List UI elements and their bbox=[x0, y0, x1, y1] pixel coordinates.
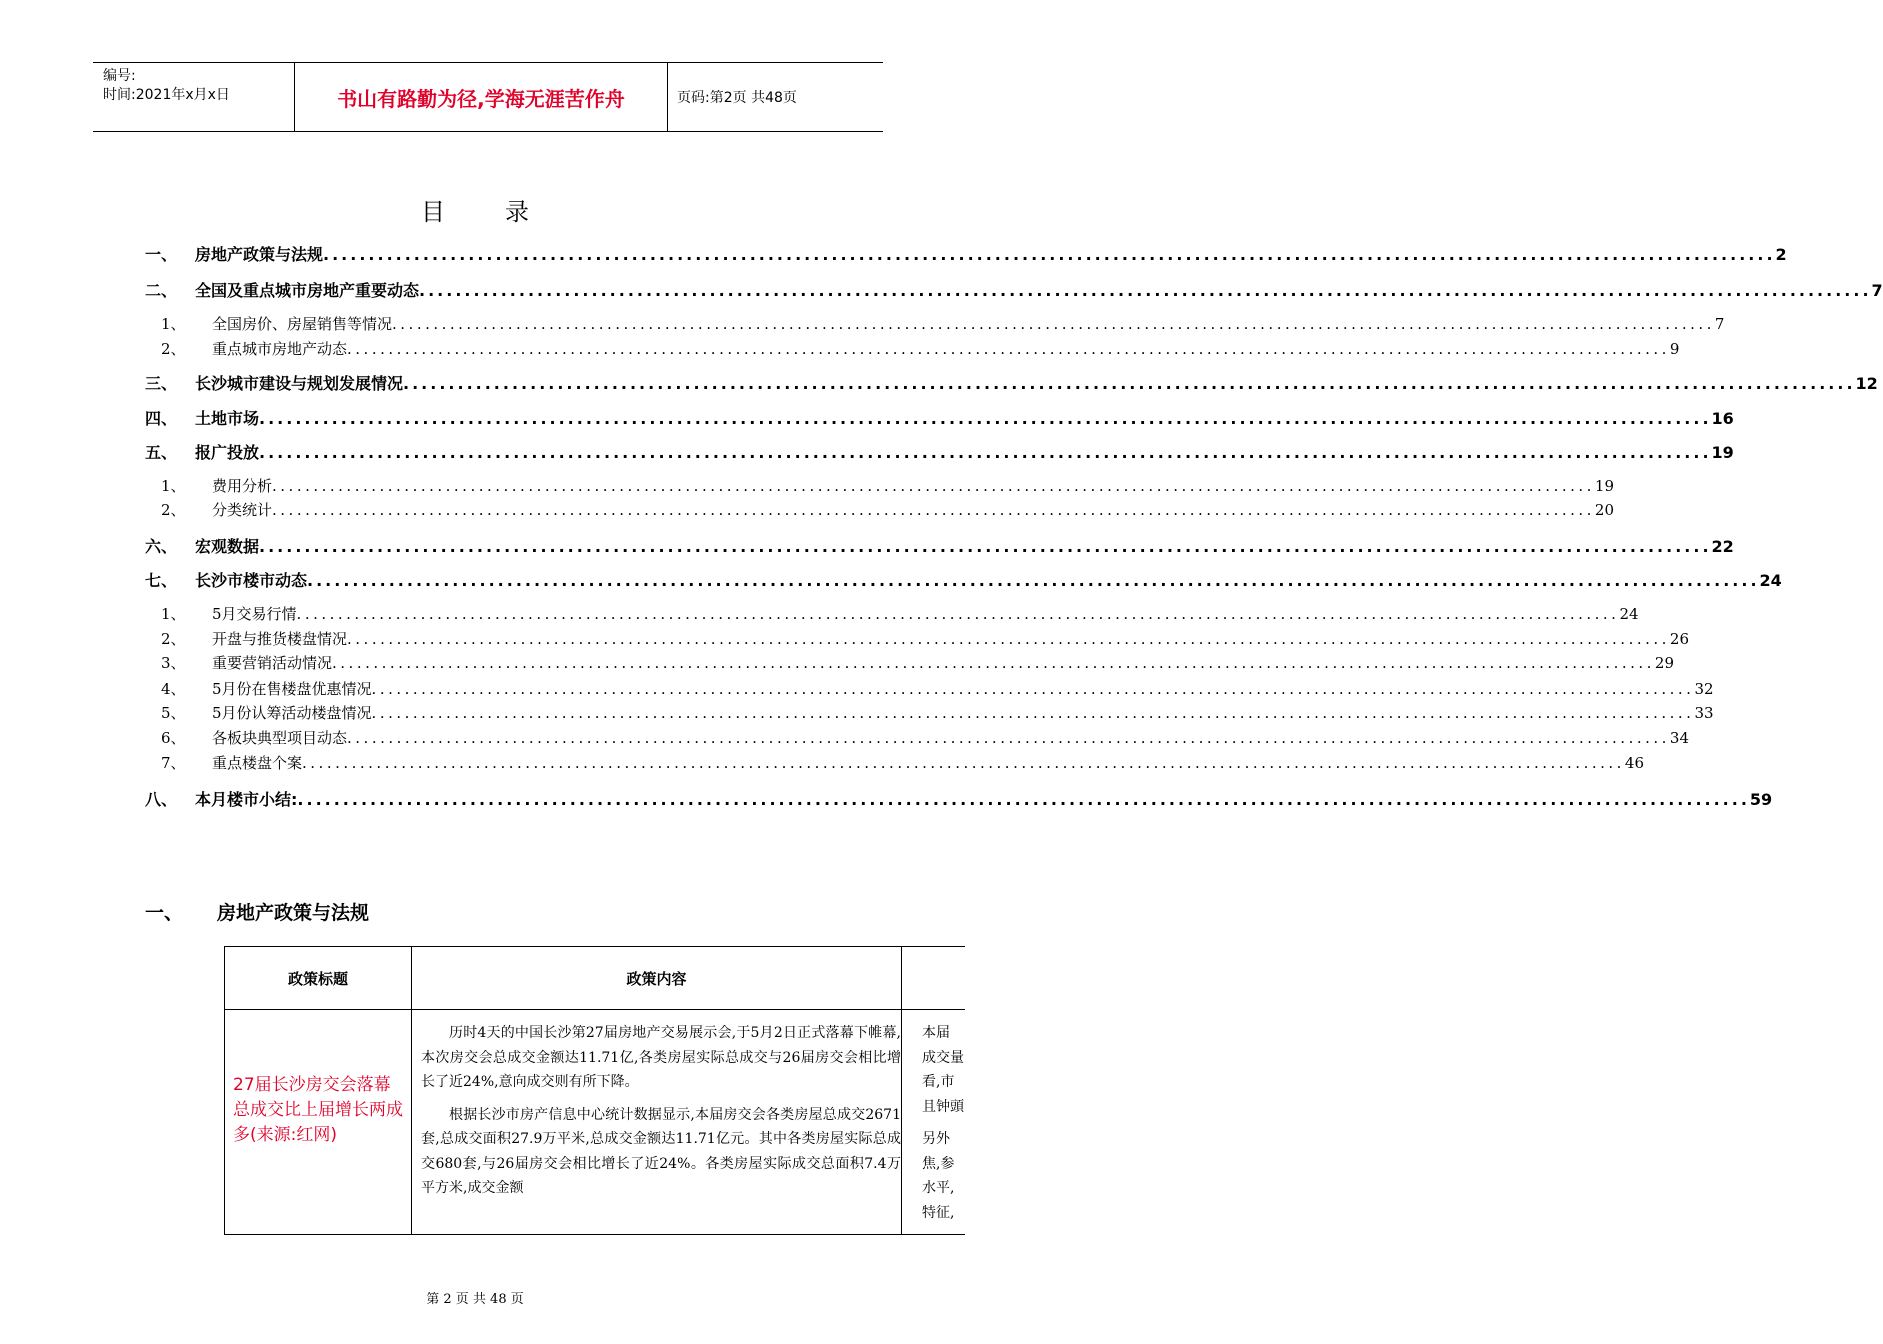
toc-entry[interactable] bbox=[145, 406, 1734, 430]
toc-leader-dots: ................................................................................................................................................................ bbox=[302, 754, 1625, 772]
toc-leader-dots: ................................................................................................................................................................ bbox=[347, 630, 1670, 648]
page-header bbox=[93, 62, 883, 132]
toc-entry-number: 2、 bbox=[161, 340, 186, 358]
toc-leader-dots: ................................................................................................................................................................ bbox=[323, 245, 1776, 264]
toc-entry-text: 分类统计 bbox=[212, 501, 273, 519]
toc-entry-page: 24 bbox=[1619, 605, 1639, 623]
toc-leader-dots: ................................................................................................................................................................ bbox=[347, 729, 1670, 747]
clipped-line: 看,市 bbox=[922, 1074, 955, 1090]
document-number-label: 编号: bbox=[103, 68, 136, 84]
toc-entry-text: 重点楼盘个案 bbox=[212, 754, 303, 772]
toc-entry-text: 重点城市房地产动态 bbox=[212, 340, 348, 358]
toc-entry-number: 一、 bbox=[145, 245, 178, 264]
policy-table bbox=[224, 946, 965, 1235]
policy-title: 27届长沙房交会落幕 总成交比上届增长两成多(来源:红网) bbox=[233, 1075, 403, 1145]
toc-leader-dots: ................................................................................................................................................................ bbox=[371, 680, 1695, 698]
toc-entry[interactable] bbox=[145, 278, 1883, 302]
toc-title-char: 目 bbox=[421, 198, 445, 226]
toc-entry-page: 26 bbox=[1669, 630, 1689, 648]
toc-entry-number: 三、 bbox=[145, 374, 178, 393]
column-header-title: 政策标题 bbox=[287, 969, 348, 988]
toc-entry[interactable] bbox=[145, 534, 1734, 558]
toc-entry[interactable] bbox=[145, 787, 1773, 811]
toc-entry-text: 开盘与推货楼盘情况 bbox=[212, 630, 348, 648]
toc-leader-dots: ................................................................................................................................................................ bbox=[259, 537, 1712, 556]
toc-entry-page: 34 bbox=[1669, 729, 1689, 747]
toc-title-char: 录 bbox=[505, 198, 529, 226]
clipped-line: 焦,参 bbox=[922, 1155, 955, 1172]
toc-entry-number: 7、 bbox=[161, 754, 186, 772]
toc-entry-text: 长沙城市建设与规划发展情况 bbox=[195, 374, 404, 393]
clipped-line: 成交量 bbox=[922, 1049, 964, 1066]
header-divider bbox=[667, 63, 668, 131]
toc-entry-page: 24 bbox=[1759, 571, 1782, 590]
table-column-divider bbox=[901, 947, 902, 1234]
toc-entry-number: 七、 bbox=[145, 571, 178, 590]
toc-entry-page: 7 bbox=[1871, 281, 1883, 300]
toc-leader-dots: ................................................................................................................................................................ bbox=[259, 409, 1712, 428]
policy-paragraph: 根据长沙市房产信息中心统计数据显示,本届房交会各类房屋总成交2671套,总成交面积27.9万平米,总成交金额达11.71亿元。其中各类房屋实际总成交680套,与26届房交会相比增长了近24%。各类房屋实际成交总面积7.4万平方米,成交金额 bbox=[421, 1106, 901, 1196]
toc-entry-text: 全国及重点城市房地产重要动态 bbox=[195, 281, 420, 300]
toc-entry-page: 19 bbox=[1711, 443, 1734, 462]
toc-entry-text: 各板块典型项目动态 bbox=[212, 729, 348, 747]
toc-entry[interactable] bbox=[145, 652, 1674, 676]
toc-entry-page: 32 bbox=[1694, 680, 1714, 698]
toc-entry-page: 29 bbox=[1654, 654, 1674, 672]
toc-entry[interactable] bbox=[145, 242, 1787, 266]
toc-entry[interactable] bbox=[145, 313, 1725, 337]
section-heading bbox=[145, 898, 369, 925]
toc-leader-dots: ................................................................................................................................................................ bbox=[296, 605, 1620, 623]
toc-entry-page: 16 bbox=[1711, 409, 1734, 428]
toc-entry-page: 7 bbox=[1714, 315, 1725, 333]
toc-entry-number: 3、 bbox=[161, 654, 186, 672]
policy-paragraph: 历时4天的中国长沙第27届房地产交易展示会,于5月2日正式落幕下帷幕,本次房交会总成交金额达11.71亿,各类房屋实际总成交与26届房交会相比增长了近24%,意向成交则有所下降。 bbox=[421, 1025, 901, 1090]
clipped-line: 水平, bbox=[922, 1180, 955, 1196]
toc-leader-dots: ................................................................................................................................................................ bbox=[272, 477, 1595, 495]
toc-entry[interactable] bbox=[145, 752, 1644, 776]
toc-entry-text: 房地产政策与法规 bbox=[195, 245, 324, 264]
toc-entry-page: 33 bbox=[1694, 704, 1714, 722]
toc-entry-number: 5、 bbox=[161, 704, 186, 722]
toc-entry[interactable] bbox=[145, 678, 1714, 702]
header-motto: 书山有路勤为径,学海无涯苦作舟 bbox=[337, 86, 625, 111]
toc-entry-number: 6、 bbox=[161, 729, 186, 747]
toc-leader-dots: ................................................................................................................................................................ bbox=[347, 340, 1670, 358]
toc-leader-dots: ................................................................................................................................................................ bbox=[419, 281, 1872, 300]
header-page-info: 页码:第2页 共48页 bbox=[677, 90, 797, 106]
toc-entry-text: 全国房价、房屋销售等情况 bbox=[212, 315, 393, 333]
toc-entry-page: 12 bbox=[1855, 374, 1878, 393]
toc-entry[interactable] bbox=[145, 338, 1680, 362]
toc-entry-page: 22 bbox=[1711, 537, 1734, 556]
toc-entry-text: 5月份认筹活动楼盘情况 bbox=[212, 704, 372, 722]
toc-leader-dots: ................................................................................................................................................................ bbox=[307, 571, 1760, 590]
toc-leader-dots: ................................................................................................................................................................ bbox=[392, 315, 1715, 333]
toc-entry-number: 二、 bbox=[145, 281, 178, 300]
toc-entry-number: 4、 bbox=[161, 680, 186, 698]
toc-entry-number: 五、 bbox=[145, 443, 178, 462]
clipped-line: 本届 bbox=[922, 1025, 950, 1041]
toc-entry-page: 20 bbox=[1594, 501, 1614, 519]
policy-content bbox=[421, 1021, 901, 1209]
table-header-divider bbox=[225, 1009, 965, 1010]
toc-entry[interactable] bbox=[145, 371, 1878, 395]
toc-entry-text: 重要营销活动情况 bbox=[212, 654, 333, 672]
toc-entry-page: 46 bbox=[1624, 754, 1644, 772]
toc-entry-page: 9 bbox=[1669, 340, 1680, 358]
toc-entry-text: 费用分析 bbox=[212, 477, 273, 495]
toc-leader-dots: ................................................................................................................................................................ bbox=[272, 501, 1595, 519]
toc-leader-dots: ................................................................................................................................................................ bbox=[403, 374, 1856, 393]
toc-title bbox=[0, 192, 950, 227]
toc-entry[interactable] bbox=[145, 727, 1689, 751]
clipped-line: 另外 bbox=[922, 1131, 950, 1147]
toc-entry[interactable] bbox=[145, 603, 1639, 627]
section-title: 房地产政策与法规 bbox=[217, 902, 370, 924]
toc-entry-text: 本月楼市小结: bbox=[195, 790, 298, 809]
toc-entry-text: 5月份在售楼盘优惠情况 bbox=[212, 680, 372, 698]
toc-leader-dots: ................................................................................................................................................................ bbox=[297, 790, 1750, 809]
clipped-line: 特征, bbox=[922, 1204, 955, 1221]
toc-entry-page: 2 bbox=[1775, 245, 1787, 264]
toc-entry[interactable] bbox=[145, 628, 1689, 652]
toc-entry[interactable] bbox=[145, 440, 1734, 464]
clipped-line: 且钟頭 bbox=[922, 1098, 964, 1115]
toc-entry-number: 1、 bbox=[161, 605, 186, 623]
toc-entry[interactable] bbox=[145, 499, 1614, 523]
toc-entry-number: 六、 bbox=[145, 537, 178, 556]
toc-entry-number: 八、 bbox=[145, 790, 178, 809]
toc-leader-dots: ................................................................................................................................................................ bbox=[371, 704, 1695, 722]
document-time-label: 时间:2021年x月x日 bbox=[103, 87, 230, 103]
section-number: 一、 bbox=[145, 902, 184, 924]
toc-entry-text: 长沙市楼市动态 bbox=[195, 571, 308, 590]
toc-entry-text: 5月交易行情 bbox=[212, 605, 297, 623]
toc-entry-number: 四、 bbox=[145, 409, 178, 428]
clipped-column bbox=[912, 1010, 964, 1233]
toc-entry-number: 2、 bbox=[161, 501, 186, 519]
toc-entry-text: 土地市场 bbox=[195, 409, 260, 428]
column-header-content: 政策内容 bbox=[626, 969, 687, 988]
toc-leader-dots: ................................................................................................................................................................ bbox=[259, 443, 1712, 462]
toc-entry[interactable] bbox=[145, 475, 1614, 499]
toc-leader-dots: ................................................................................................................................................................ bbox=[332, 654, 1655, 672]
toc-entry-page: 19 bbox=[1594, 477, 1614, 495]
toc-entry-number: 1、 bbox=[161, 477, 186, 495]
clipped-line bbox=[922, 1119, 1222, 1127]
header-meta bbox=[103, 67, 293, 105]
toc-entry-text: 宏观数据 bbox=[195, 537, 260, 556]
toc-entry[interactable] bbox=[145, 568, 1782, 592]
toc-entry-number: 2、 bbox=[161, 630, 186, 648]
page-footer: 第 2 页 共 48 页 bbox=[426, 1292, 524, 1307]
toc-entry-number: 1、 bbox=[161, 315, 186, 333]
toc-entry-text: 报广投放 bbox=[195, 443, 260, 462]
toc-entry-page: 59 bbox=[1749, 790, 1773, 809]
toc-entry[interactable] bbox=[145, 702, 1714, 726]
